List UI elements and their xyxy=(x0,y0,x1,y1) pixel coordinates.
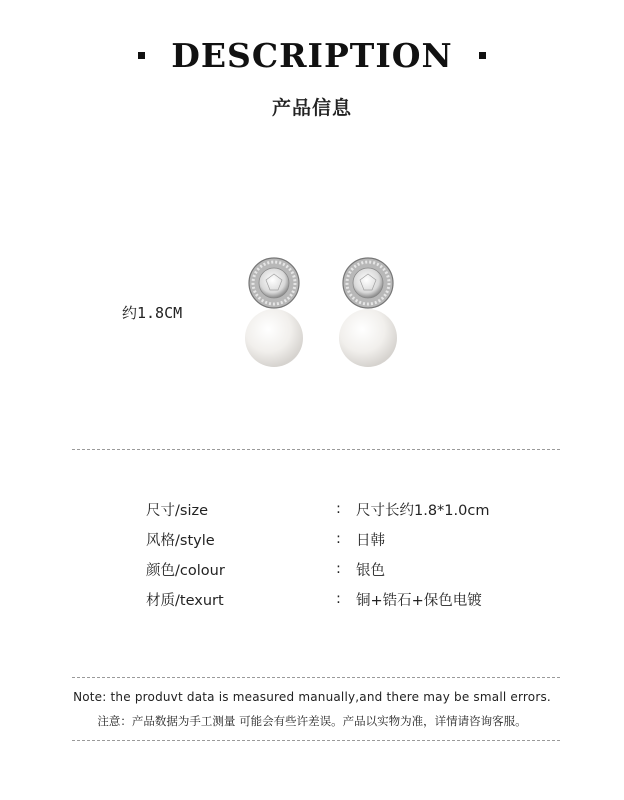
page-title: DESCRIPTION xyxy=(171,36,453,75)
note-english: Note: the produvt data is measured manually,and there may be small errors. xyxy=(73,690,551,704)
spec-key: 风格/style xyxy=(146,532,215,549)
spec-value: 尺寸长约1.8*1.0cm xyxy=(356,502,490,519)
divider-top xyxy=(72,449,560,450)
spec-value: 铜+锆石+保色电镀 xyxy=(356,592,482,609)
divider-note-bottom xyxy=(72,740,560,741)
spec-row-colour xyxy=(146,554,506,584)
spec-colon: : xyxy=(336,561,341,577)
spec-row-material xyxy=(146,584,506,614)
spec-key: 尺寸/size xyxy=(146,502,209,519)
note-block xyxy=(0,690,624,729)
spec-key: 颜色/colour xyxy=(146,562,225,579)
spec-colon: : xyxy=(336,501,341,517)
note-chinese: 注意：产品数据为手工测量 可能会有些许差误。产品以实物为准，详情请咨询客服。 xyxy=(97,714,527,728)
right-earring xyxy=(339,258,397,367)
spec-value: 日韩 xyxy=(356,532,385,549)
divider-note-top xyxy=(72,677,560,678)
spec-value: 银色 xyxy=(356,562,385,579)
title-bullet-right xyxy=(479,52,486,59)
spec-table xyxy=(146,494,506,614)
spec-row-style xyxy=(146,524,506,554)
left-earring xyxy=(245,258,303,367)
spec-colon: : xyxy=(336,531,341,547)
title-row xyxy=(0,36,624,75)
title-bullet-left xyxy=(138,52,145,59)
page-subtitle: 产品信息 xyxy=(271,97,352,119)
page-header xyxy=(0,36,624,120)
spec-key: 材质/texurt xyxy=(146,592,224,609)
spec-row-size xyxy=(146,494,506,524)
pearl-earrings-icon xyxy=(238,252,408,382)
size-label: 约1.8CM xyxy=(122,304,183,322)
spec-colon: : xyxy=(336,591,341,607)
